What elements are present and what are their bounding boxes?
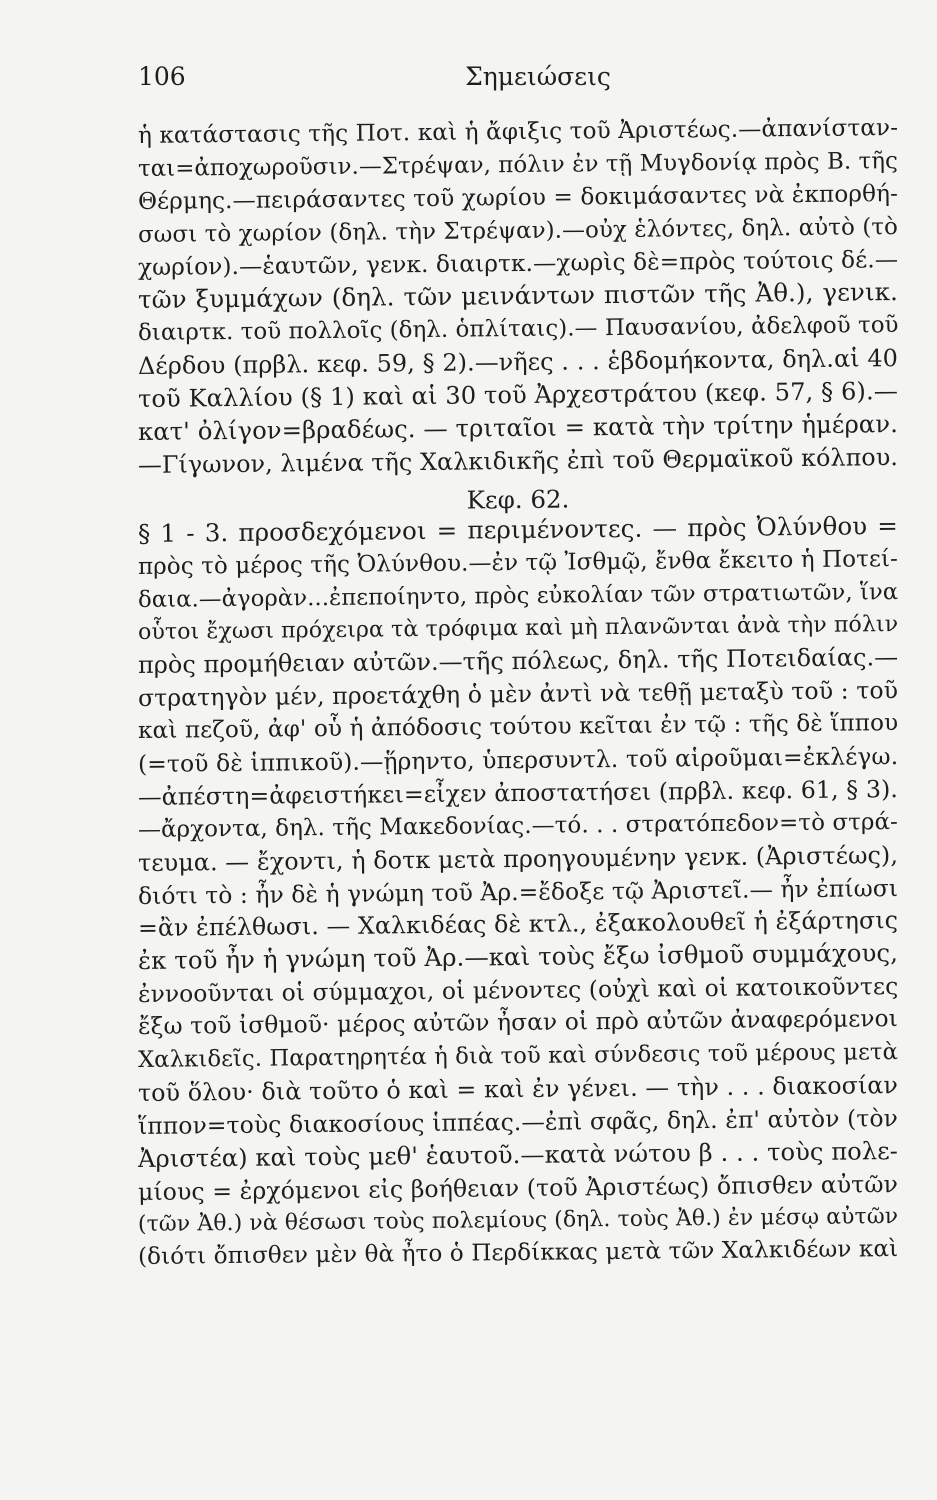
text-line: § 1 - 3. προσδεχόμενοι = περιμένοντες. — πρὸς Ὀλύνθου = — [137, 510, 899, 548]
text-line: —ἄρχοντα, δηλ. τῆς Μακεδονίας.—τό. . . στρατόπεδον=τὸ στρά- — [137, 808, 899, 843]
text-line: —ἀπέστη=ἀφειστήκει=εἶχεν ἀποστατήσει (πρβλ. κεφ. 61, § 3). — [137, 774, 899, 811]
text-line: χωρίον).—ἑαυτῶν, γενκ. διαιρτκ.—χωρὶς δὲ=πρὸς τούτοις δέ.— — [137, 245, 899, 281]
text-line: οὗτοι ἔχωσι πρόχειρα τὰ τρόφιμα καὶ μὴ πλανῶνται ἀνὰ τὴν πόλιν — [137, 611, 899, 646]
text-line: κατ' ὀλίγον=βραδέως. — τριταῖοι = κατὰ τὴν τρίτην ἡμέραν. — [137, 409, 899, 447]
text-line: Θέρμης.—πειράσαντες τοῦ χωρίου = δοκιμάσαντες νὰ ἐκπορθή- — [137, 180, 899, 215]
text-line: πρὸς προμήθειαν αὐτῶν.—τῆς πόλεως, δηλ. τῆς Ποτειδαίας.— — [137, 643, 899, 680]
text-line: ἐννοοῦνται οἱ σύμμαχοι, οἱ μένοντες (οὐχὶ καὶ οἱ κατοικοῦντες — [137, 972, 899, 1009]
text-line: τοῦ Καλλίου (§ 1) καὶ αἱ 30 τοῦ Ἀρχεστράτου (κεφ. 57, § 6).— — [137, 377, 899, 414]
page-header — [138, 62, 898, 96]
chapter-heading: Κεφ. 62. — [466, 484, 570, 515]
text-line: στρατηγὸν μέν, προετάχθη ὁ μὲν ἀντὶ νὰ τεθῇ μεταξὺ τοῦ : τοῦ — [137, 676, 899, 713]
text-line: μίους = ἐρχόμενοι εἰς βοήθειαν (τοῦ Ἀριστέως) ὄπισθεν αὐτῶν — [137, 1169, 899, 1206]
text-line: ται=ἀποχωροῦσιν.—Στρέψαν, πόλιν ἐν τῇ Μυγδονίᾳ πρὸς Β. τῆς — [137, 147, 899, 182]
text-line: τοῦ ὅλου· διὰ τοῦτο ὁ καὶ = καὶ ἐν γένει. — τὴν . . . διακοσίαν — [137, 1070, 899, 1107]
text-line: —Γίγωνον, λιμένα τῆς Χαλκιδικῆς ἐπὶ τοῦ Θερμαϊκοῦ κόλπου. — [137, 442, 899, 479]
text-line: =ἂν ἐπέλθωσι. — Χαλκιδέας δὲ κτλ., ἐξακολουθεῖ ἡ ἐξάρτησις — [137, 906, 899, 943]
text-line: (διότι ὄπισθεν μὲν θὰ ἦτο ὁ Περδίκκας μετὰ τῶν Χαλκιδέων καὶ — [137, 1236, 899, 1271]
text-line: ἡ κατάστασις τῆς Ποτ. καὶ ἡ ἄφιξις τοῦ Ἀριστέως.—ἀπανίσταν- — [137, 115, 899, 149]
text-line: Ἀριστέα) καὶ τοὺς μεθ' ἑαυτοῦ.—κατὰ νώτου β . . . τοὺς πολε- — [137, 1136, 899, 1173]
text-line: Χαλκιδεῖς. Παρατηρητέα ἡ διὰ τοῦ καὶ σύνδεσις τοῦ μέρους μετὰ — [137, 1039, 899, 1074]
page-body — [137, 115, 899, 1274]
text-line: (τῶν Ἀθ.) νὰ θέσωσι τοὺς πολεμίους (δηλ. τοὺς Ἀθ.) ἐν μέσῳ αὐτῶν — [137, 1203, 899, 1237]
text-line: τῶν ξυμμάχων (δηλ. τῶν μεινάντων πιστῶν τῆς Ἀθ.), γενικ. — [137, 277, 899, 315]
page-number: 106 — [138, 62, 186, 91]
text-line: ἐκ τοῦ ἦν ἡ γνώμη τοῦ Ἀρ.—καὶ τοὺς ἔξω ἰσθμοῦ συμμάχους, — [137, 938, 899, 976]
text-line: τευμα. — ἔχοντι, ἡ δοτκ μετὰ προηγουμένην γενκ. (Ἀριστέως), — [137, 840, 899, 877]
running-title: Σημειώσεις — [465, 62, 611, 91]
text-line: σωσι τὸ χωρίον (δηλ. τὴν Στρέψαν).—οὐχ ἑλόντες, δηλ. αὐτὸ (τὸ — [137, 213, 899, 248]
text-line: καὶ πεζοῦ, ἀφ' οὗ ἡ ἀπόδοσις τούτου κεῖται ἐν τῷ : τῆς δὲ ἵππου — [137, 710, 899, 745]
text-line: πρὸς τὸ μέρος τῆς Ὀλύνθου.—ἐν τῷ Ἰσθμῷ, ἔνθα ἔκειτο ἡ Ποτεί- — [137, 545, 899, 580]
text-line: Δέρδου (πρβλ. κεφ. 59, § 2).—νῆες . . . ἑβδομήκοντα, δηλ.αἱ 40 — [137, 344, 899, 381]
text-line: (=τοῦ δὲ ἱππικοῦ).—ᾕρηντο, ὑπερσυντλ. τοῦ αἱροῦμαι=ἐκλέγω. — [137, 742, 899, 779]
text-line: ἵππον=τοὺς διακοσίους ἱππέας.—ἐπὶ σφᾶς, δηλ. ἐπ' αὐτὸν (τὸν — [137, 1103, 899, 1140]
text-line: ἔξω τοῦ ἰσθμοῦ· μέρος αὐτῶν ἦσαν οἱ πρὸ αὐτῶν ἀναφερόμενοι — [137, 1005, 899, 1041]
text-line: δαια.—ἀγορὰν...ἐπεποίηντο, πρὸς εὐκολίαν τῶν στρατιωτῶν, ἵνα — [137, 578, 899, 613]
text-line: διαιρτκ. τοῦ πολλοῖς (δηλ. ὁπλίταις).— Παυσανίου, ἀδελφοῦ τοῦ — [137, 312, 899, 347]
text-line: διότι τὸ : ἦν δὲ ἡ γνώμη τοῦ Ἀρ.=ἔδοξε τῷ Ἀριστεῖ.— ἦν ἐπίωσι — [137, 873, 899, 910]
